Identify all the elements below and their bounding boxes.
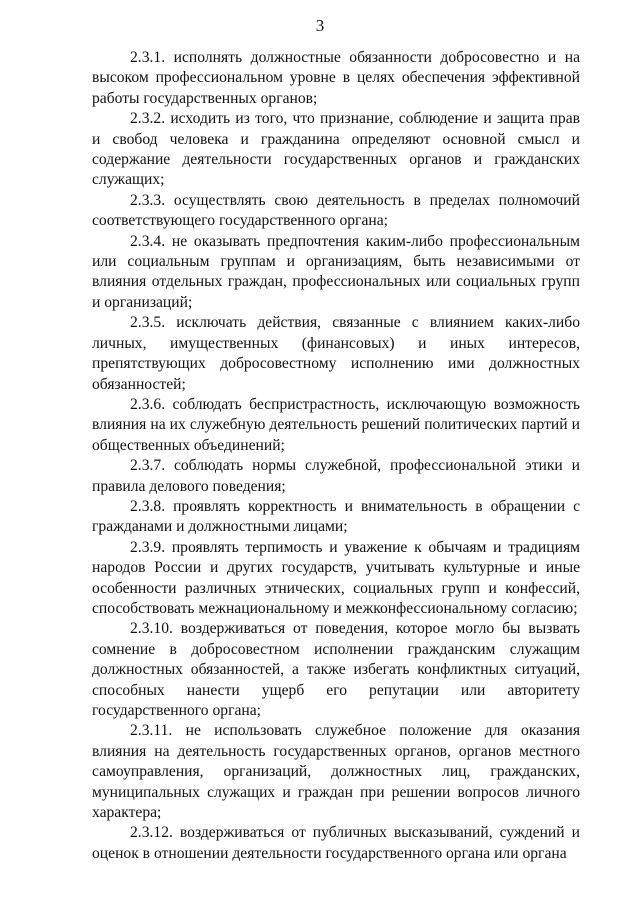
paragraph-2-3-3: 2.3.3. осуществлять свою деятельность в пределах полномочий соответствующего государственного органа; <box>92 191 580 230</box>
paragraph-2-3-11: 2.3.11. не использовать служебное положение для оказания влияния на деятельность государственных органов, органов местного самоуправления, организаций, должностных лиц, гражданских, муниципальных служащих и граждан при решении вопросов личного характера; <box>92 722 580 822</box>
paragraph-2-3-1: 2.3.1. исполнять должностные обязанности добросовестно и на высоком профессиональном уровне в целях обеспечения эффективной работы государственных органов; <box>92 49 580 107</box>
paragraph-2-3-12: 2.3.12. воздерживаться от публичных высказываний, суждений и оценок в отношении деятельности государственного органа или органа <box>92 824 580 862</box>
page-number: 3 <box>315 16 325 35</box>
paragraph-2-3-7: 2.3.7. соблюдать нормы служебной, профессиональной этики и правила делового поведения; <box>92 457 580 495</box>
paragraph-2-3-2: 2.3.2. исходить из того, что признание, соблюдение и защита прав и свобод человека и гражданина определяют основной смысл и содержание деятельности государственных органов и гражданских служащих; <box>92 110 580 189</box>
paragraph-2-3-9: 2.3.9. проявлять терпимость и уважение к обычаям и традициям народов России и других государств, учитывать культурные и иные особенности различных этнических, социальных групп и конфессий, способствовать межнациональному и межконфессиональному согласию; <box>92 538 580 617</box>
paragraph-2-3-10: 2.3.10. воздерживаться от поведения, которое могло бы вызвать сомнение в добросовестном исполнении гражданским служащим должностных обязанностей, а также избегать конфликтных ситуаций, способных нанести ущерб его репутации или авторитету государственного органа; <box>92 620 580 719</box>
document-body <box>92 48 580 864</box>
paragraph-2-3-6: 2.3.6. соблюдать беспристрастность, исключающую возможность влияния на их служебную деятельность решений политических партий и общественных объединений; <box>92 395 580 454</box>
paragraph-2-3-8: 2.3.8. проявлять корректность и внимательность в обращении с гражданами и должностными лицами; <box>92 497 580 536</box>
paragraph-2-3-5: 2.3.5. исключать действия, связанные с влиянием каких-либо личных, имущественных (финансовых) и иных интересов, препятствующих добросовестному исполнению ими должностных обязанностей; <box>92 314 580 393</box>
paragraph-2-3-4: 2.3.4. не оказывать предпочтения каким-либо профессиональным или социальным группам и организациям, быть независимыми от влияния отдельных граждан, профессиональных или социальных групп и организаций; <box>92 232 580 311</box>
